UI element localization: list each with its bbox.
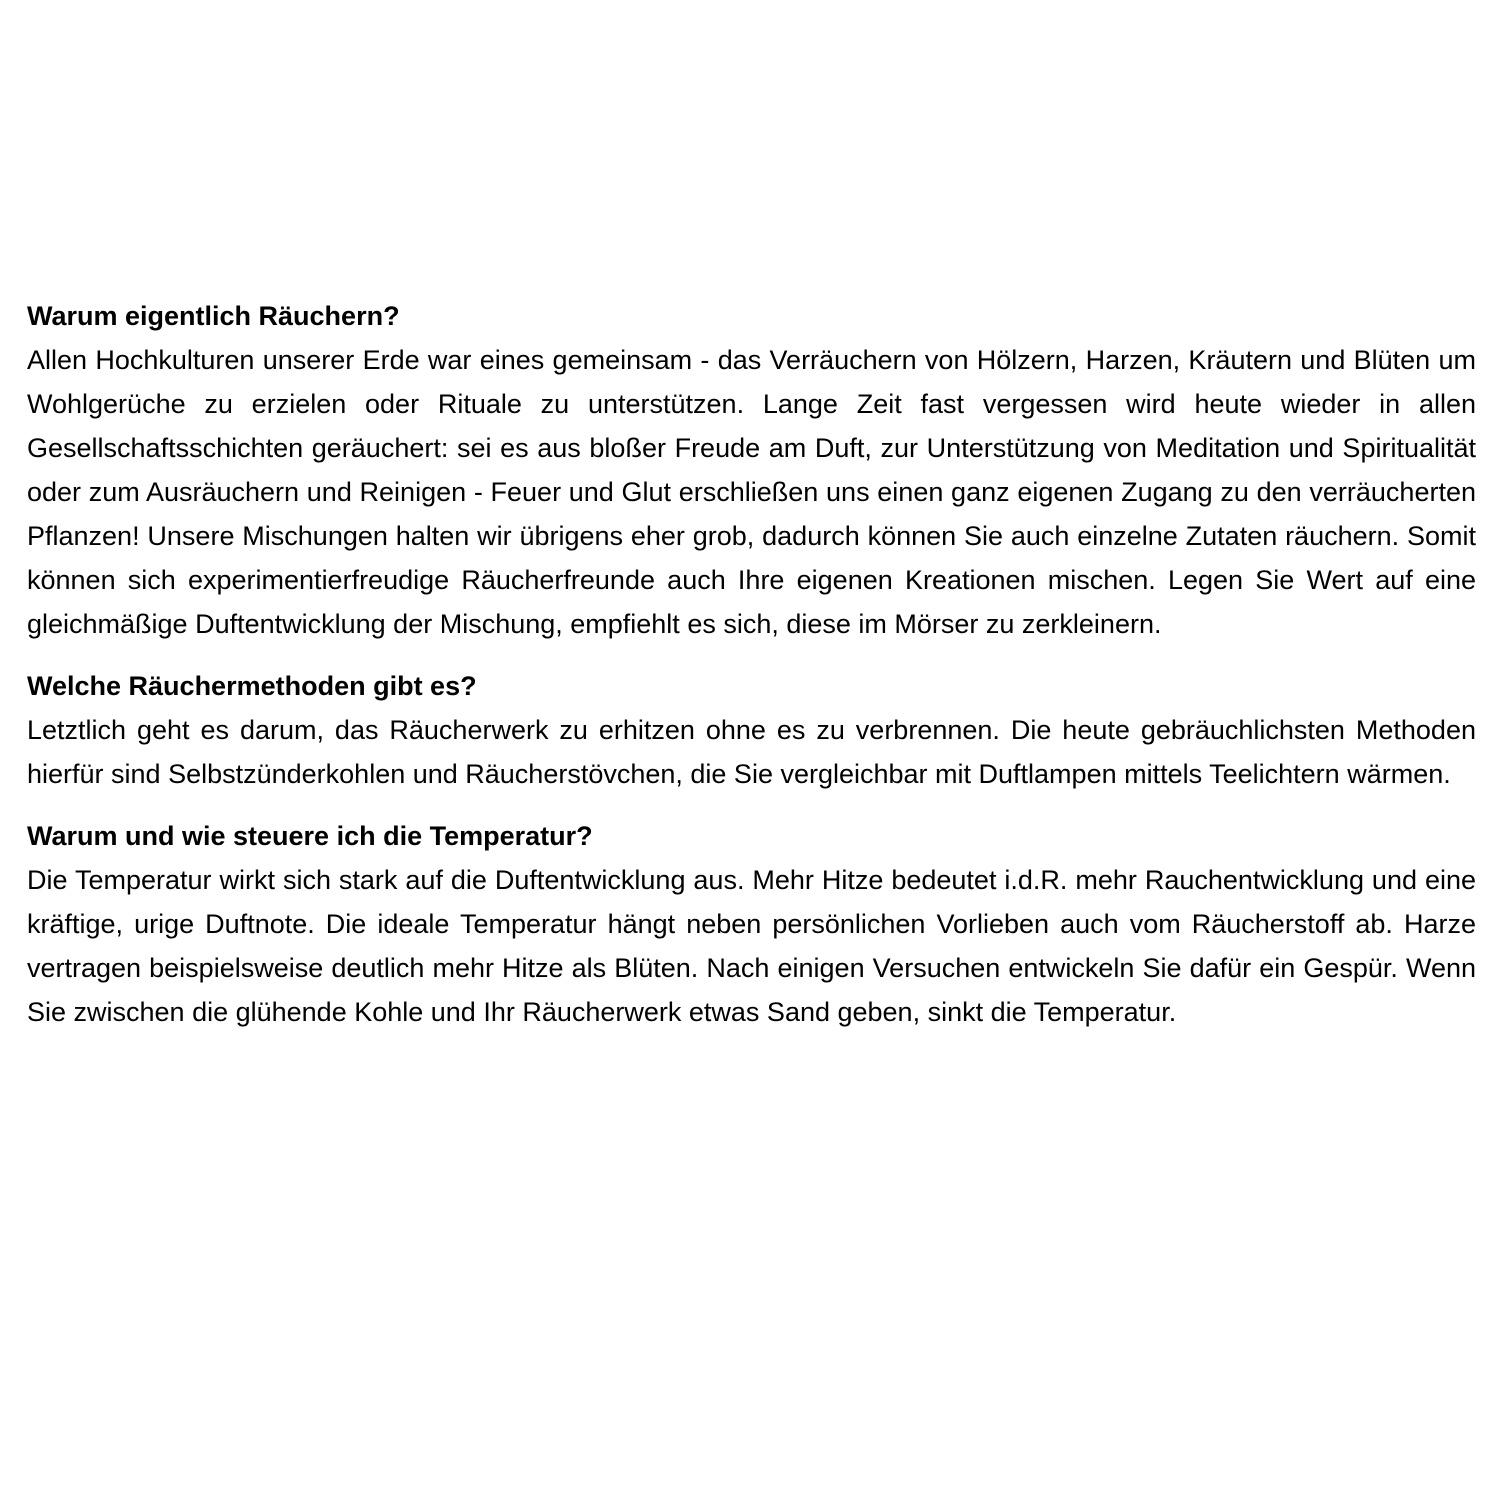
section-heading: Welche Räuchermethoden gibt es? bbox=[27, 671, 477, 701]
section-paragraph: Allen Hochkulturen unserer Erde war eines gemeinsam - das Verräuchern von Hölzern, Harzen, Kräutern und Blüten um Wohlgerüche zu erzielen oder Rituale zu unterstützen. Lange Zeit fast vergessen wird heute wieder in allen Gesellschaftsschichten geräuchert: sei es aus bloßer Freude am Duft, zur Unterstützung von Meditation und Spiritualität oder zum Ausräuchern und Reinigen - Feuer und Glut erschließen uns einen ganz eigenen Zugang zu den verräucherten Pflanzen! Unsere Mischungen halten wir übrigens eher grob, dadurch können Sie auch einzelne Zutaten räuchern. Somit können sich experimentierfreudige Räucherfreunde auch Ihre eigenen Kreationen mischen. Legen Sie Wert auf eine gleichmäßige Duftentwicklung der Mischung, empfiehlt es sich, diese im Mörser zu zerkleinern. bbox=[27, 345, 1476, 639]
document-body bbox=[27, 294, 1476, 1052]
section-heading: Warum und wie steuere ich die Temperatur? bbox=[27, 821, 593, 851]
section-methods bbox=[27, 664, 1476, 796]
section-why-smoke bbox=[27, 294, 1476, 646]
section-heading: Warum eigentlich Räuchern? bbox=[27, 301, 400, 331]
section-temperature bbox=[27, 814, 1476, 1034]
section-paragraph: Die Temperatur wirkt sich stark auf die Duftentwicklung aus. Mehr Hitze bedeutet i.d.R. mehr Rauchentwicklung und eine kräftige, urige Duftnote. Die ideale Temperatur hängt neben persönlichen Vorlieben auch vom Räucherstoff ab. Harze vertragen beispielsweise deutlich mehr Hitze als Blüten. Nach einigen Versuchen entwickeln Sie dafür ein Gespür. Wenn Sie zwischen die glühende Kohle und Ihr Räucherwerk etwas Sand geben, sinkt die Temperatur. bbox=[27, 865, 1476, 1027]
section-paragraph: Letztlich geht es darum, das Räucherwerk zu erhitzen ohne es zu verbrennen. Die heute gebräuchlichsten Methoden hierfür sind Selbstzünderkohlen und Räucherstövchen, die Sie vergleichbar mit Duftlampen mittels Teelichtern wärmen. bbox=[27, 715, 1476, 789]
